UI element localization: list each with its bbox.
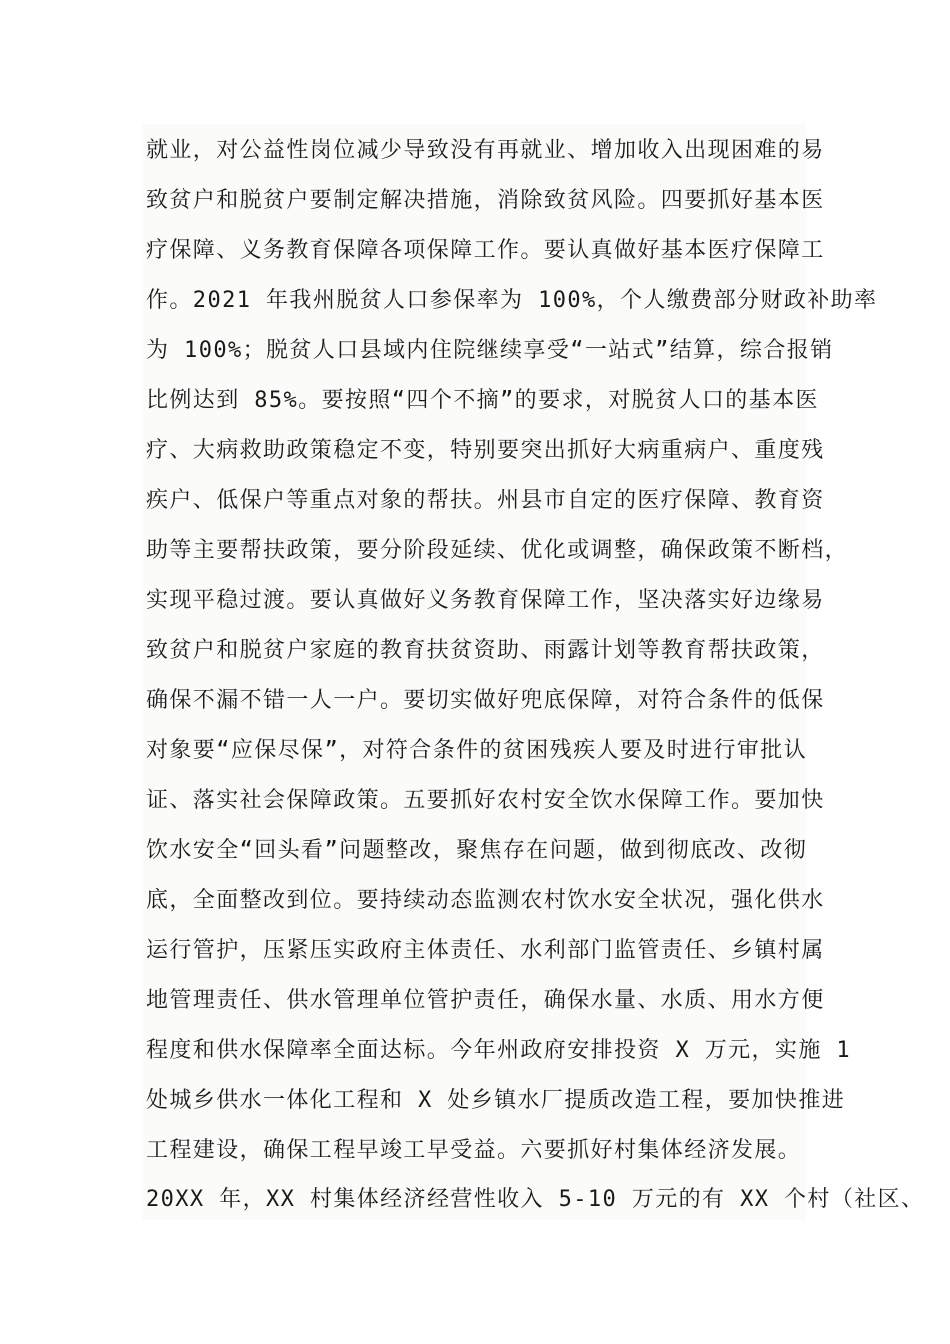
text-line: 致贫户和脱贫户家庭的教育扶贫资助、雨露计划等教育帮扶政策， <box>146 638 825 663</box>
text-line: 疗保障、义务教育保障各项保障工作。要认真做好基本医疗保障工 <box>146 238 825 263</box>
text-line: 程度和供水保障率全面达标。今年州政府安排投资 X 万元，实施 1 <box>146 1038 852 1063</box>
text-line: 地管理责任、供水管理单位管护责任，确保水量、水质、用水方便 <box>146 988 825 1013</box>
text-line: 比例达到 85%。要按照“四个不摘”的要求，对脱贫人口的基本医 <box>146 388 819 413</box>
text-line: 致贫户和脱贫户要制定解决措施，消除致贫风险。四要抓好基本医 <box>146 188 825 213</box>
text-line: 实现平稳过渡。要认真做好义务教育保障工作，坚决落实好边缘易 <box>146 588 825 613</box>
text-line: 作。2021 年我州脱贫人口参保率为 100%，个人缴费部分财政补助率 <box>146 288 878 313</box>
text-line: 就业，对公益性岗位减少导致没有再就业、增加收入出现困难的易 <box>146 138 825 163</box>
text-line: 助等主要帮扶政策，要分阶段延续、优化或调整，确保政策不断档， <box>146 538 849 563</box>
text-line: 确保不漏不错一人一户。要切实做好兜底保障，对符合条件的低保 <box>146 688 825 713</box>
text-line: 为 100%；脱贫人口县域内住院继续享受“一站式”结算，综合报销 <box>146 338 834 363</box>
text-line: 20XX 年，XX 村集体经济经营性收入 5-10 万元的有 XX 个村（社区、 <box>146 1187 925 1212</box>
text-line: 对象要“应保尽保”，对符合条件的贫困残疾人要及时进行审批认 <box>146 738 808 763</box>
text-line: 运行管护，压紧压实政府主体责任、水利部门监管责任、乡镇村属 <box>146 938 825 963</box>
text-line: 疾户、低保户等重点对象的帮扶。州县市自定的医疗保障、教育资 <box>146 488 825 513</box>
body-text <box>142 124 925 1220</box>
text-line: 饮水安全“回头看”问题整改，聚焦存在问题，做到彻底改、改彻 <box>146 838 808 863</box>
text-line: 底，全面整改到位。要持续动态监测农村饮水安全状况，强化供水 <box>146 888 825 913</box>
text-line: 处城乡供水一体化工程和 X 处乡镇水厂提质改造工程，要加快推进 <box>146 1088 846 1113</box>
text-line: 工程建设，确保工程早竣工早受益。六要抓好村集体经济发展。 <box>146 1138 802 1163</box>
text-line: 疗、大病救助政策稳定不变，特别要突出抓好大病重病户、重度残 <box>146 438 825 463</box>
text-line: 证、落实社会保障政策。五要抓好农村安全饮水保障工作。要加快 <box>146 788 825 813</box>
